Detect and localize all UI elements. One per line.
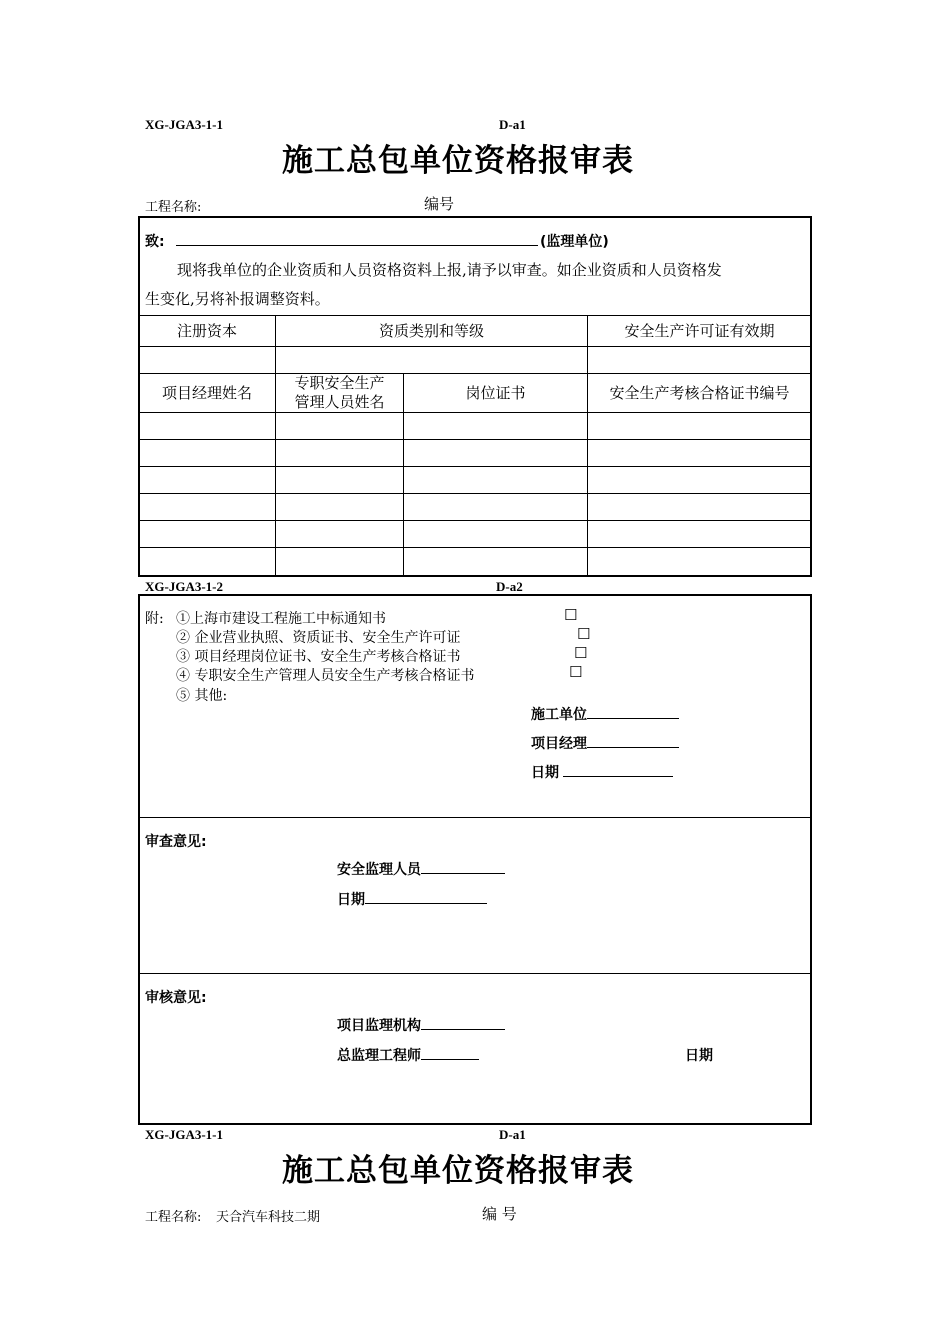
attachment-item-1: ①上海市建设工程施工中标通知书 bbox=[176, 611, 386, 627]
review-date-sign bbox=[337, 889, 487, 909]
form-title: 施工总包单位资格报审表 bbox=[282, 143, 634, 179]
review-date-label: 日期 bbox=[337, 892, 365, 908]
to-suffix: (监理单位) bbox=[540, 234, 609, 250]
supervision-org-sign bbox=[337, 1015, 505, 1035]
construction-unit-label: 施工单位 bbox=[531, 707, 587, 723]
header-qualification-class: 资质类别和等级 bbox=[378, 321, 484, 340]
section-divider bbox=[139, 973, 811, 974]
project-manager-label: 项目经理 bbox=[531, 736, 587, 752]
construction-unit-sign bbox=[531, 704, 679, 724]
attachment-checkbox-1[interactable]: ☐ bbox=[564, 606, 578, 624]
header-safety-staff-line2: 管理人员姓名 bbox=[294, 393, 385, 411]
form-code-left: XG-JGA3-1-1 bbox=[145, 117, 223, 132]
table-rule bbox=[139, 520, 811, 521]
attachment-checkbox-2[interactable]: ☐ bbox=[577, 625, 591, 643]
header-safety-staff-line1: 专职安全生产 bbox=[294, 374, 385, 392]
project-name-label: 工程名称: bbox=[145, 200, 202, 215]
form2-code-left: XG-JGA3-1-2 bbox=[145, 579, 223, 594]
attachment-checkbox-3[interactable]: ☐ bbox=[574, 644, 588, 662]
table-rule bbox=[139, 346, 811, 347]
table-rule bbox=[139, 439, 811, 440]
attach-prefix: 附: bbox=[145, 611, 164, 627]
header-safety-staff-name bbox=[276, 374, 403, 412]
table-col-rule bbox=[275, 315, 276, 576]
supervision-org-label: 项目监理机构 bbox=[337, 1018, 421, 1034]
date-label: 日期 bbox=[531, 765, 559, 781]
project-manager-sign bbox=[531, 733, 679, 753]
header-pm-name: 项目经理姓名 bbox=[161, 383, 252, 402]
attachment-item-4: ④ 专职安全生产管理人员安全生产考核合格证书 bbox=[176, 668, 475, 684]
attachment-checkbox-4[interactable]: ☐ bbox=[569, 663, 583, 681]
chief-engineer-blank[interactable] bbox=[421, 1045, 479, 1060]
attachment-item-3: ③ 项目经理岗位证书、安全生产考核合格证书 bbox=[176, 649, 461, 665]
section-divider bbox=[139, 817, 811, 818]
body-text-line1: 现将我单位的企业资质和人员资格资料上报,请予以审查。如企业资质和人员资格发 bbox=[177, 261, 722, 279]
chief-engineer-label: 总监理工程师 bbox=[337, 1048, 421, 1064]
chief-engineer-sign bbox=[337, 1045, 479, 1065]
construction-unit-blank[interactable] bbox=[587, 704, 679, 719]
table-col-rule bbox=[587, 315, 588, 576]
table-rule bbox=[139, 547, 811, 548]
table-rule bbox=[139, 466, 811, 467]
table-rule bbox=[139, 412, 811, 413]
project-manager-blank[interactable] bbox=[587, 733, 679, 748]
safety-supervisor-blank[interactable] bbox=[421, 859, 505, 874]
header-registered-capital: 注册资本 bbox=[176, 321, 237, 340]
safety-supervisor-label: 安全监理人员 bbox=[337, 862, 421, 878]
to-label: 致: bbox=[145, 234, 165, 250]
form3-project-label: 工程名称: bbox=[145, 1210, 202, 1225]
body-text-line2: 生变化,另将补报调整资料。 bbox=[145, 290, 330, 308]
form3-project-value: 天合汽车科技二期 bbox=[216, 1210, 321, 1225]
header-post-certificate: 岗位证书 bbox=[465, 383, 526, 402]
date-blank[interactable] bbox=[563, 762, 673, 777]
form2-code-right: D-a2 bbox=[496, 579, 523, 594]
review-date-blank[interactable] bbox=[365, 889, 487, 904]
form3-title: 施工总包单位资格报审表 bbox=[282, 1153, 634, 1189]
form3-code-left: XG-JGA3-1-1 bbox=[145, 1127, 223, 1142]
supervision-org-blank[interactable] bbox=[421, 1015, 505, 1030]
date-sign bbox=[531, 762, 673, 782]
supervision-unit-blank[interactable] bbox=[176, 245, 538, 246]
table-rule bbox=[139, 493, 811, 494]
attachment-item-5: ⑤ 其他: bbox=[176, 688, 228, 704]
audit-opinion-label: 审核意见: bbox=[145, 990, 207, 1006]
attachment-item-2: ② 企业营业执照、资质证书、安全生产许可证 bbox=[176, 630, 461, 646]
header-safety-license-validity: 安全生产许可证有效期 bbox=[624, 321, 775, 340]
review-opinion-label: 审查意见: bbox=[145, 834, 207, 850]
form3-number-label: 编 号 bbox=[482, 1205, 517, 1223]
safety-supervisor-sign bbox=[337, 859, 505, 879]
header-assessment-cert-number: 安全生产考核合格证书编号 bbox=[609, 383, 790, 402]
form3-code-right: D-a1 bbox=[499, 1127, 526, 1142]
form-code-right: D-a1 bbox=[499, 117, 526, 132]
number-label: 编号 bbox=[424, 195, 455, 213]
audit-date-label: 日期 bbox=[685, 1048, 713, 1064]
